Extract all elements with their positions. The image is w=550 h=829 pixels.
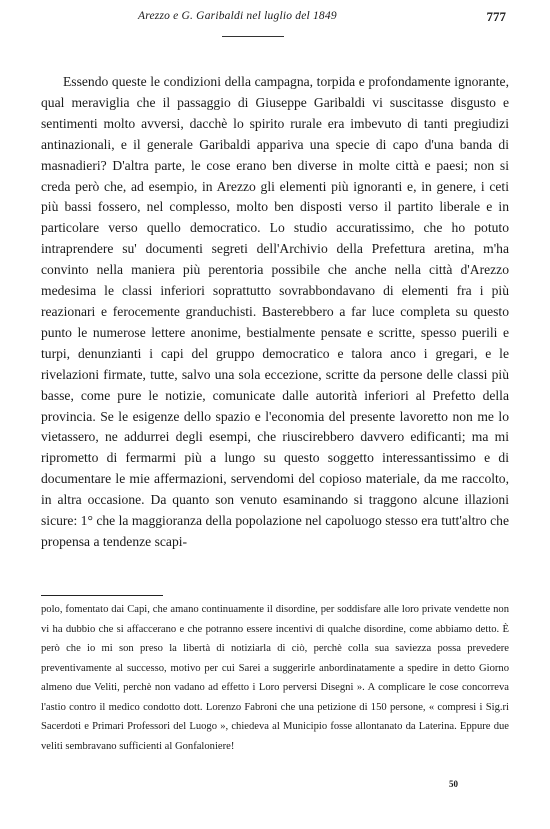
page-header	[0, 6, 550, 26]
page-number: 777	[486, 9, 506, 24]
body-text	[41, 72, 509, 553]
footnote-text: polo, fomentato dai Capi, che amano continuamente il disordine, per soddisfare alle loro private vendette non vi ha dubbio che si affaccerano e che potranno essere incentivi di qualche disordine, come abbiamo detto. È però che io mi son preso la libertà di notiziarla di ciò, perchè colla sua saviezza possa prevedere preventivamente al successo, motivo per cui Sarei a suggerirle anbordinatamente a spedire in detto Giorno almeno due Veliti, perchè non vadano ad effetto i Loro perversi Disegni ». A complicare le cose concorreva l'astio contro il medico condotto dott. Lorenzo Fabroni che una petizione di 150 persone, « compresi i Sig.ri Sacerdoti e Primari Professori del Luogo », chiedeva al Municipio fosse allontanato da Laterina. Eppure due veliti sembravano sufficienti al Gonfaloniere!	[41, 604, 509, 752]
running-title: Arezzo e G. Garibaldi nel luglio del 1849	[138, 10, 337, 22]
footnote-divider	[41, 595, 163, 596]
printer-signature: 50	[449, 779, 458, 789]
header-rule	[222, 36, 284, 37]
body-paragraph: Essendo queste le condizioni della campagna, torpida e profondamente ignorante, qual meraviglia che il passaggio di Giuseppe Garibaldi vi suscitasse disgusto e sentimenti molto avversi, dacchè lo spirito rurale era imbevuto di tanti pregiudizi antinazionali, e il generale Garibaldi appariva una specie di capo d'una banda di masnadieri? D'altra parte, le cose erano ben diverse in molte città e paesi; non si creda però che, ad esempio, in Arezzo gli elementi più ignoranti e, in genere, i ceti più bassi fossero, nel complesso, molto ben disposti verso il partito liberale e in particolare verso quello democratico. Lo studio accuratissimo, che ho potuto intraprendere su' documenti segreti dell'Archivio della Prefettura aretina, m'ha convinto nella maniera più perentoria possibile che anche nella città d'Arezzo medesima le classi inferiori soprattutto sovrabbondavano di elementi fra i più reazionari e ferocemente granduchisti. Basterebbero a far luce completa su questo punto le numerose lettere anonime, bestialmente pensate e scritte, spesso puerili e turpi, denunzianti i capi del gruppo democratico e talora anco i gregari, e le rivelazioni firmate, tutte, salvo una sola eccezione, scritte da persone delle classi più basse, come pure le notizie, comunicate dalle autorità inferiori al Prefetto della provincia. Se le esigenze dello spazio e l'economia del presente lavoretto non me lo vietassero, ne addurrei degli esempi, che riuscirebbero davvero edificanti; ma mi riprometto di fermarmi più a lungo su questo soggetto interessantissimo e di documentare le mie affermazioni, servendomi del copioso materiale, da me raccolto, in altra occasione. Da quanto son venuto esaminando si traggono alcune illazioni sicure: 1° che la maggioranza della popolazione nel capoluogo stesso era tutt'altro che propensa a tendenze scapi-	[41, 74, 509, 549]
footnote	[41, 600, 509, 756]
